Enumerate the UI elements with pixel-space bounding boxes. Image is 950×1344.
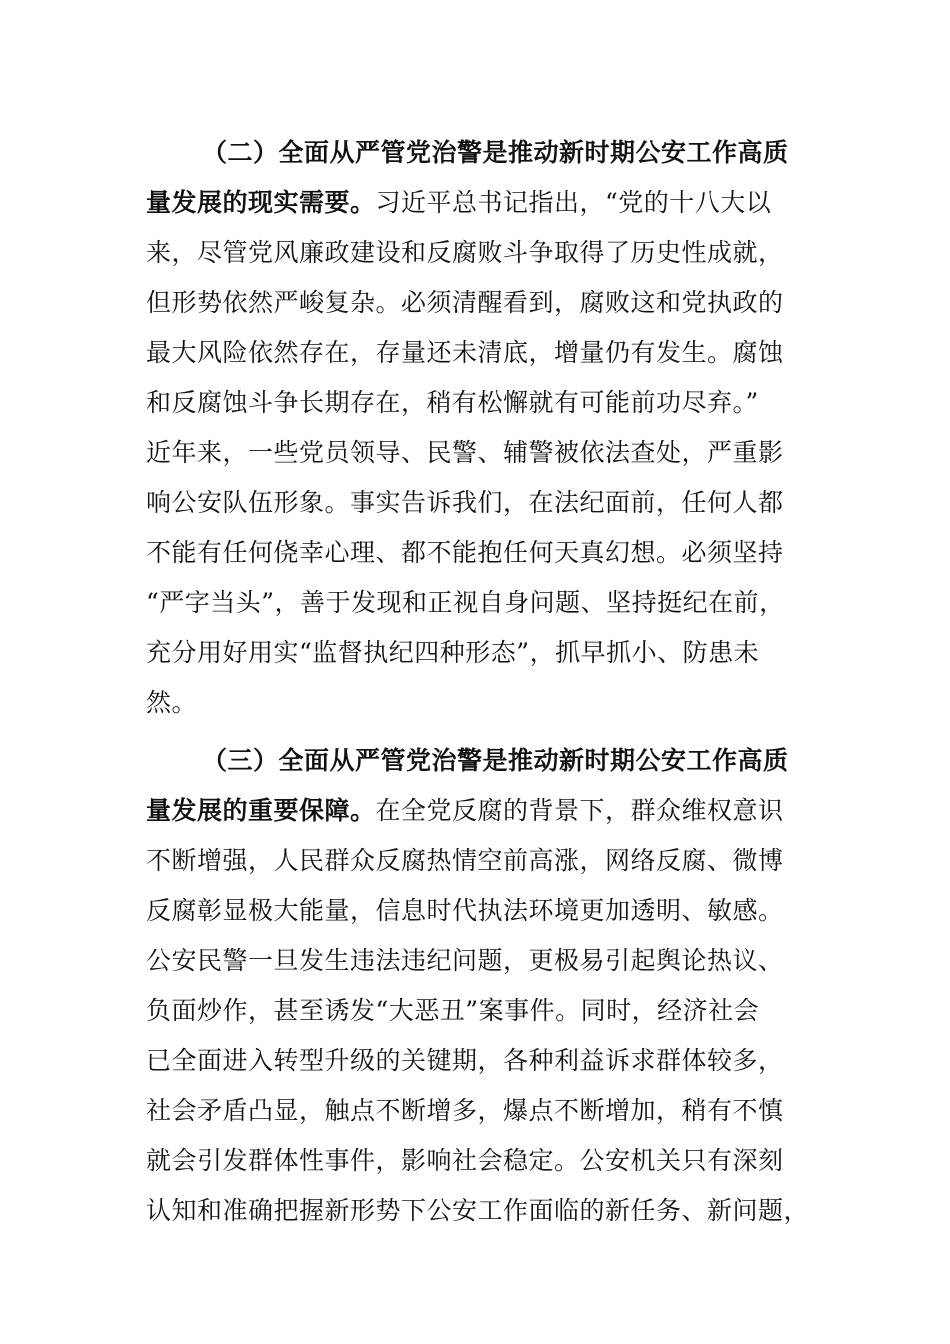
paragraph-line — [146, 1136, 802, 1186]
paragraph-line — [146, 1036, 802, 1086]
paragraph-line — [146, 1086, 802, 1136]
paragraph-line — [146, 478, 802, 528]
body-text: 响公安队伍形象。事实告诉我们，在法纪面前，任何人都 — [146, 488, 784, 517]
paragraph-line — [146, 678, 802, 728]
paragraph-gap — [146, 728, 802, 736]
body-text: 但形势依然严峻复杂。必须清醒看到，腐败这和党执政的 — [146, 288, 784, 317]
paragraph-line — [146, 278, 802, 328]
paragraph-line — [146, 578, 802, 628]
paragraph-line — [146, 886, 802, 936]
paragraph-line — [146, 178, 802, 228]
paragraph-line — [146, 836, 802, 886]
paragraph-line — [146, 128, 802, 178]
paragraph-line — [146, 786, 802, 836]
body-text: 最大风险依然存在，存量还未清底，增量仍有发生。腐蚀 — [146, 338, 784, 367]
paragraph-line — [146, 986, 802, 1036]
section-heading: 量发展的现实需要。 — [146, 188, 376, 217]
body-text: 来，尽管党风廉政建设和反腐败斗争取得了历史性成就， — [146, 238, 784, 267]
body-text: 负面炒作，甚至诱发“大恶丑”案事件。同时，经济社会 — [146, 996, 760, 1025]
body-text: 然。 — [146, 688, 198, 717]
body-text: 已全面进入转型升级的关键期，各种利益诉求群体较多， — [146, 1046, 784, 1075]
body-text: 近年来，一些党员领导、民警、辅警被依法查处，严重影 — [146, 438, 784, 467]
body-text: 公安民警一旦发生违法违纪问题，更极易引起舆论热议、 — [146, 946, 784, 975]
body-text: “严字当头”，善于发现和正视自身问题、坚持挺纪在前， — [146, 588, 785, 617]
paragraph-line — [146, 428, 802, 478]
paragraph-line — [146, 628, 802, 678]
body-text: 就会引发群体性事件，影响社会稳定。公安机关只有深刻 — [146, 1146, 784, 1175]
body-text: 不能有任何侥幸心理、都不能抱任何天真幻想。必须坚持 — [146, 538, 784, 567]
paragraph-line — [146, 328, 802, 378]
body-text: 充分用好用实“监督执纪四种形态”，抓早抓小、防患未 — [146, 638, 760, 667]
paragraph-line — [146, 528, 802, 578]
paragraph-line — [146, 228, 802, 278]
paragraph-line — [146, 378, 802, 428]
body-text: 和反腐蚀斗争长期存在，稍有松懈就有可能前功尽弃。” — [146, 388, 759, 417]
paragraph-line — [146, 936, 802, 986]
body-text: 不断增强，人民群众反腐热情空前高涨，网络反腐、微博 — [146, 846, 784, 875]
section-heading: 量发展的重要保障。 — [146, 796, 376, 825]
section-2-paragraph — [146, 128, 802, 728]
body-text: 反腐彰显极大能量，信息时代执法环境更加透明、敏感。 — [146, 896, 784, 925]
paragraph-line — [146, 1186, 810, 1236]
body-text: 社会矛盾凸显，触点不断增多，爆点不断增加，稍有不慎 — [146, 1096, 784, 1125]
document-page — [146, 128, 810, 1236]
body-text: 认知和准确把握新形势下公安工作面临的新任务、新问题， — [146, 1196, 810, 1225]
section-3-paragraph — [146, 736, 810, 1236]
paragraph-line — [146, 736, 802, 786]
section-heading: （三）全面从严管党治警是推动新时期公安工作高质 — [202, 746, 789, 775]
body-text: 在全党反腐的背景下，群众维权意识 — [375, 796, 784, 825]
section-heading: （二）全面从严管党治警是推动新时期公安工作高质 — [202, 138, 789, 167]
body-text: 习近平总书记指出，“党的十八大以 — [375, 188, 772, 217]
